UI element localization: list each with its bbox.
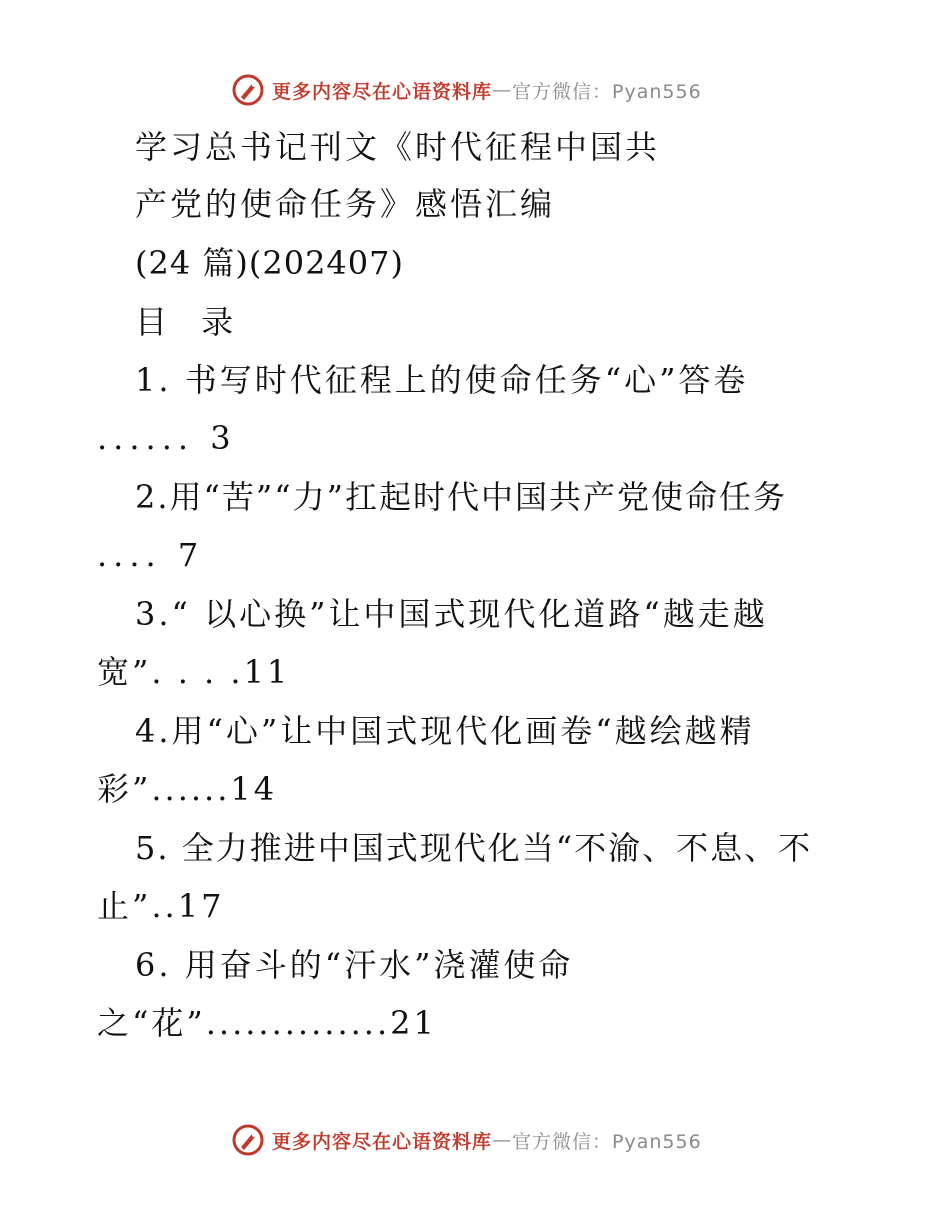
toc-item-1-page[interactable]: ...... 3 xyxy=(97,419,237,457)
watermark-brand: 更多内容尽在心语资料库 xyxy=(272,1130,493,1153)
toc-item-4-title[interactable]: 4.用“心”让中国式现代化画卷“越绘越精 xyxy=(135,712,755,750)
toc-item-3-page[interactable]: 宽”. . . .11 xyxy=(97,653,291,691)
toc-item-1-title[interactable]: 1. 书写时代征程上的使命任务“心”答卷 xyxy=(135,361,749,399)
toc-item-4-page[interactable]: 彩”......14 xyxy=(97,770,278,808)
watermark-suffix: 官方微信：Pyan556 xyxy=(512,1130,702,1153)
pen-logo-icon xyxy=(232,1124,264,1156)
toc-heading: 目 录 xyxy=(135,303,246,341)
watermark-separator: — xyxy=(492,79,513,101)
watermark-brand: 更多内容尽在心语资料库 xyxy=(272,80,493,103)
document-title-line-1: 学习总书记刊文《时代征程中国共 xyxy=(135,128,661,166)
toc-item-6-page[interactable]: 之“花”..............21 xyxy=(97,1004,437,1042)
toc-item-5-title[interactable]: 5. 全力推进中国式现代化当“不渝、不息、不 xyxy=(135,829,813,867)
watermark-suffix: 官方微信：Pyan556 xyxy=(512,80,702,103)
watermark-separator: — xyxy=(492,1129,513,1151)
toc-item-2-page[interactable]: .... 7 xyxy=(97,536,205,574)
toc-item-5-page[interactable]: 止”..17 xyxy=(97,887,225,925)
pen-logo-icon xyxy=(232,74,264,106)
document-title-line-3: (24 篇)(202407) xyxy=(135,244,404,282)
document-title-line-2: 产党的使命任务》感悟汇编 xyxy=(135,185,556,223)
footer-watermark xyxy=(232,1122,702,1158)
toc-item-6-title[interactable]: 6. 用奋斗的“汗水”浇灌使命 xyxy=(135,946,574,984)
toc-item-2-title[interactable]: 2.用“苦”“力”扛起时代中国共产党使命任务 xyxy=(135,478,787,516)
toc-item-3-title[interactable]: 3.“ 以心换”让中国式现代化道路“越走越 xyxy=(135,595,768,633)
header-watermark xyxy=(232,72,702,108)
